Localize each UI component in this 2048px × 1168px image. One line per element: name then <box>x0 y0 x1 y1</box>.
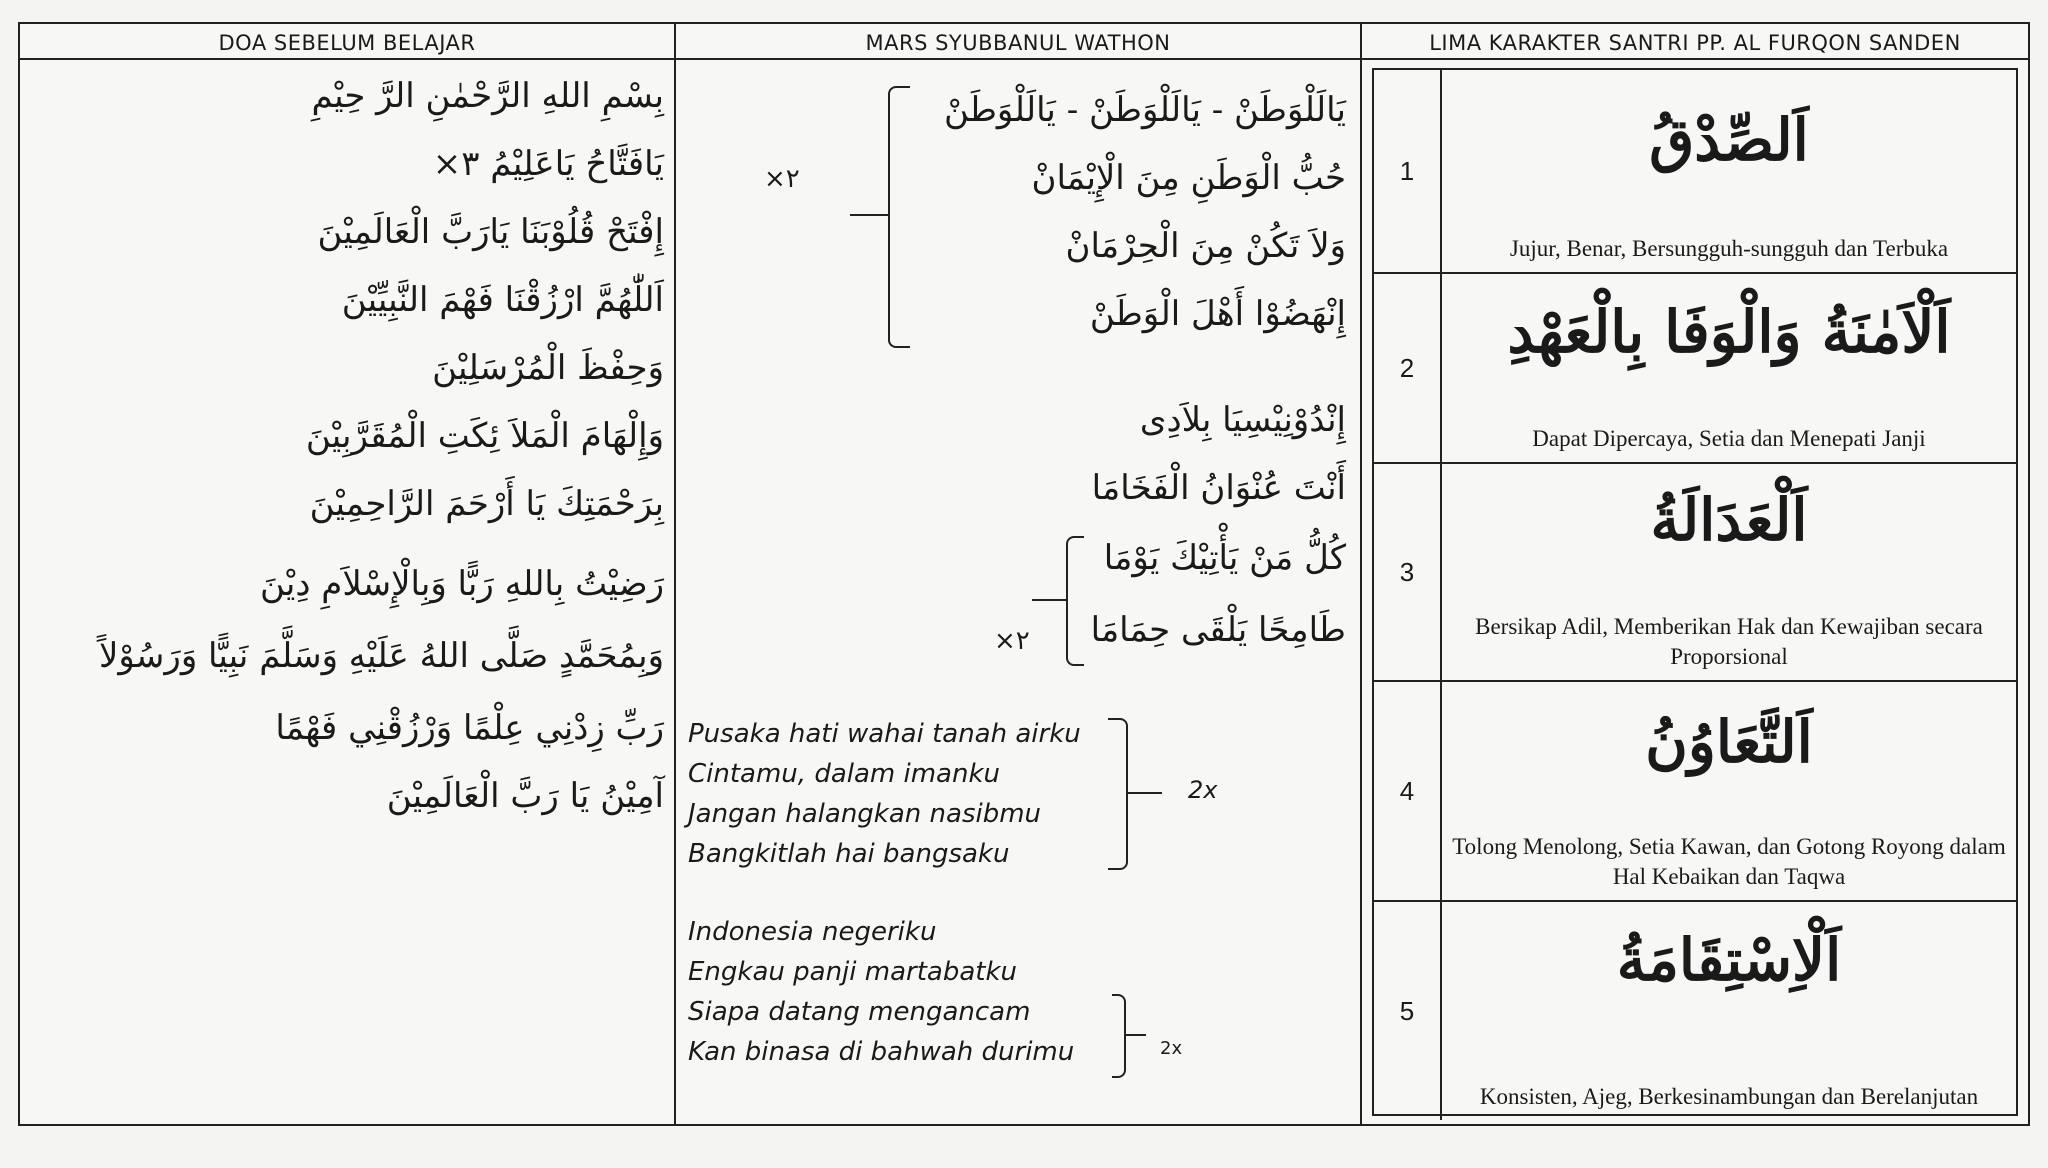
mars-arabic-line: كُلُّ مَنْ يَأْتِيْكَ يَوْمَا <box>1103 538 1346 578</box>
mars-latin-line: Kan binasa di bahwah durimu <box>688 1037 1075 1067</box>
mars-header: MARS SYUBBANUL WATHON <box>676 24 1360 60</box>
repeat-bracket <box>1108 718 1128 870</box>
karakter-table <box>1372 68 2018 1116</box>
row-number: 1 <box>1374 70 1442 272</box>
karakter-arabic: اَلْاِسْتِقَامَةُ <box>1616 926 1842 994</box>
karakter-desc: Dapat Dipercaya, Setia dan Menepati Janji <box>1532 426 1926 451</box>
karakter-row <box>1374 70 2016 274</box>
repeat-bracket <box>888 86 910 348</box>
doa-line: وَحِفْظَ الْمُرْسَلِيْنَ <box>432 348 664 388</box>
karakter-arabic: اَلصِّدْقُ <box>1649 106 1809 174</box>
bracket-tick <box>850 214 890 216</box>
repeat-marker: 2x <box>1188 776 1218 804</box>
mars-latin-line: Indonesia negeriku <box>688 917 937 947</box>
mars-arabic-line: إِنْدُوْنِيْسِيَا بِلاَدِى <box>1139 400 1346 440</box>
mars-latin-line: Jangan halangkan nasibmu <box>688 799 1042 829</box>
mars-arabic-line: طَامِحًا يَلْقَى حِمَامَا <box>1090 610 1346 650</box>
doa-line: اَللّٰهُمَّ ارْزُقْنَا فَهْمَ النَّبِيِّيْنَ <box>341 280 664 320</box>
mars-latin-line: Cintamu, dalam imanku <box>688 759 1000 789</box>
karakter-arabic: اَلتَّعَاوُنُ <box>1645 708 1813 776</box>
row-number: 2 <box>1374 274 1442 462</box>
row-number: 4 <box>1374 682 1442 900</box>
karakter-desc: Konsisten, Ajeg, Berkesinambungan dan Berelanjutan <box>1479 1084 1979 1109</box>
mars-arabic-line: حُبُّ الْوَطَنِ مِنَ الْإِيْمَانْ <box>1031 158 1346 198</box>
karakter-row <box>1374 464 2016 682</box>
doa-column <box>20 24 676 1124</box>
mars-latin-line: Siapa datang mengancam <box>688 997 1031 1027</box>
doa-line: آمِيْنُ يَا رَبَّ الْعَالَمِيْنَ <box>386 776 664 816</box>
repeat-marker: 2x <box>1160 1038 1183 1059</box>
karakter-column <box>1362 24 2028 1124</box>
doa-line: وَبِمُحَمَّدٍ صَلَّى اللهُ عَلَيْهِ وَسَلَّمَ نَبِيًّا وَرَسُوْلاً <box>98 636 664 676</box>
mars-arabic-line: أَنْتَ عُنْوَانُ الْفَخَامَا <box>1091 468 1346 508</box>
doa-line: بِرَحْمَتِكَ يَا أَرْحَمَ الرَّاحِمِيْنَ <box>309 484 664 524</box>
document-frame <box>18 22 2030 1126</box>
mars-column <box>676 24 1362 1124</box>
doa-line: يَافَتَّاحُ يَاعَلِيْمُ ٣× <box>432 144 664 184</box>
karakter-row <box>1374 682 2016 902</box>
karakter-row <box>1374 274 2016 464</box>
doa-header: DOA SEBELUM BELAJAR <box>20 24 674 60</box>
mars-arabic-line: وَلاَ تَكُنْ مِنَ الْحِرْمَانْ <box>1065 226 1346 266</box>
doa-line: وَإِلْهَامَ الْمَلاَ ئِكَتِ الْمُقَرَّبِيْنَ <box>305 416 664 456</box>
doa-line: رَبِّ زِدْنِي عِلْمًا وَرْزُقْنِي فَهْمًا <box>275 708 664 748</box>
doa-line: رَضِيْتُ بِاللهِ رَبًّا وَبِالْإِسْلاَمِ دِيْنَ <box>259 564 664 604</box>
karakter-row <box>1374 902 2016 1120</box>
karakter-arabic: اَلْعَدَالَةُ <box>1650 486 1808 554</box>
karakter-desc: Tolong Menolong, Setia Kawan, dan Gotong Royong dalam Hal Kebaikan dan Taqwa <box>1452 834 2006 889</box>
mars-arabic-line: يَالَلْوَطَنْ - يَالَلْوَطَنْ - يَالَلْوَطَنْ <box>943 90 1346 130</box>
karakter-desc: Bersikap Adil, Memberikan Hak dan Kewajiban secara Proporsional <box>1475 614 1983 669</box>
row-number: 3 <box>1374 464 1442 680</box>
doa-line: إِفْتَحْ قُلُوْبَنَا يَارَبَّ الْعَالَمِيْنَ <box>317 212 664 252</box>
mars-latin-line: Engkau panji martabatku <box>688 957 1018 987</box>
row-number: 5 <box>1374 902 1442 1120</box>
bracket-tick <box>1032 599 1068 601</box>
mars-latin-line: Bangkitlah hai bangsaku <box>688 839 1010 869</box>
doa-line: بِسْمِ اللهِ الرَّحْمٰنِ الرَّ حِيْمِ <box>311 76 664 116</box>
repeat-marker: ×٢ <box>994 626 1030 656</box>
bracket-tick <box>1128 792 1162 794</box>
repeat-bracket <box>1066 536 1084 666</box>
mars-latin-line: Pusaka hati wahai tanah airku <box>688 719 1081 749</box>
karakter-header: LIMA KARAKTER SANTRI PP. AL FURQON SANDEN <box>1362 24 2028 60</box>
repeat-marker: ×٢ <box>764 164 800 194</box>
bracket-tick <box>1126 1034 1146 1036</box>
karakter-arabic: اَلْاَمٰنَةُ وَالْوَفَا بِالْعَهْدِ <box>1507 298 1951 366</box>
mars-arabic-line: إِنْهَضُوْا أَهْلَ الْوَطَنْ <box>1089 294 1346 334</box>
repeat-bracket <box>1112 994 1126 1078</box>
karakter-desc: Jujur, Benar, Bersungguh-sungguh dan Terbuka <box>1509 236 1949 261</box>
